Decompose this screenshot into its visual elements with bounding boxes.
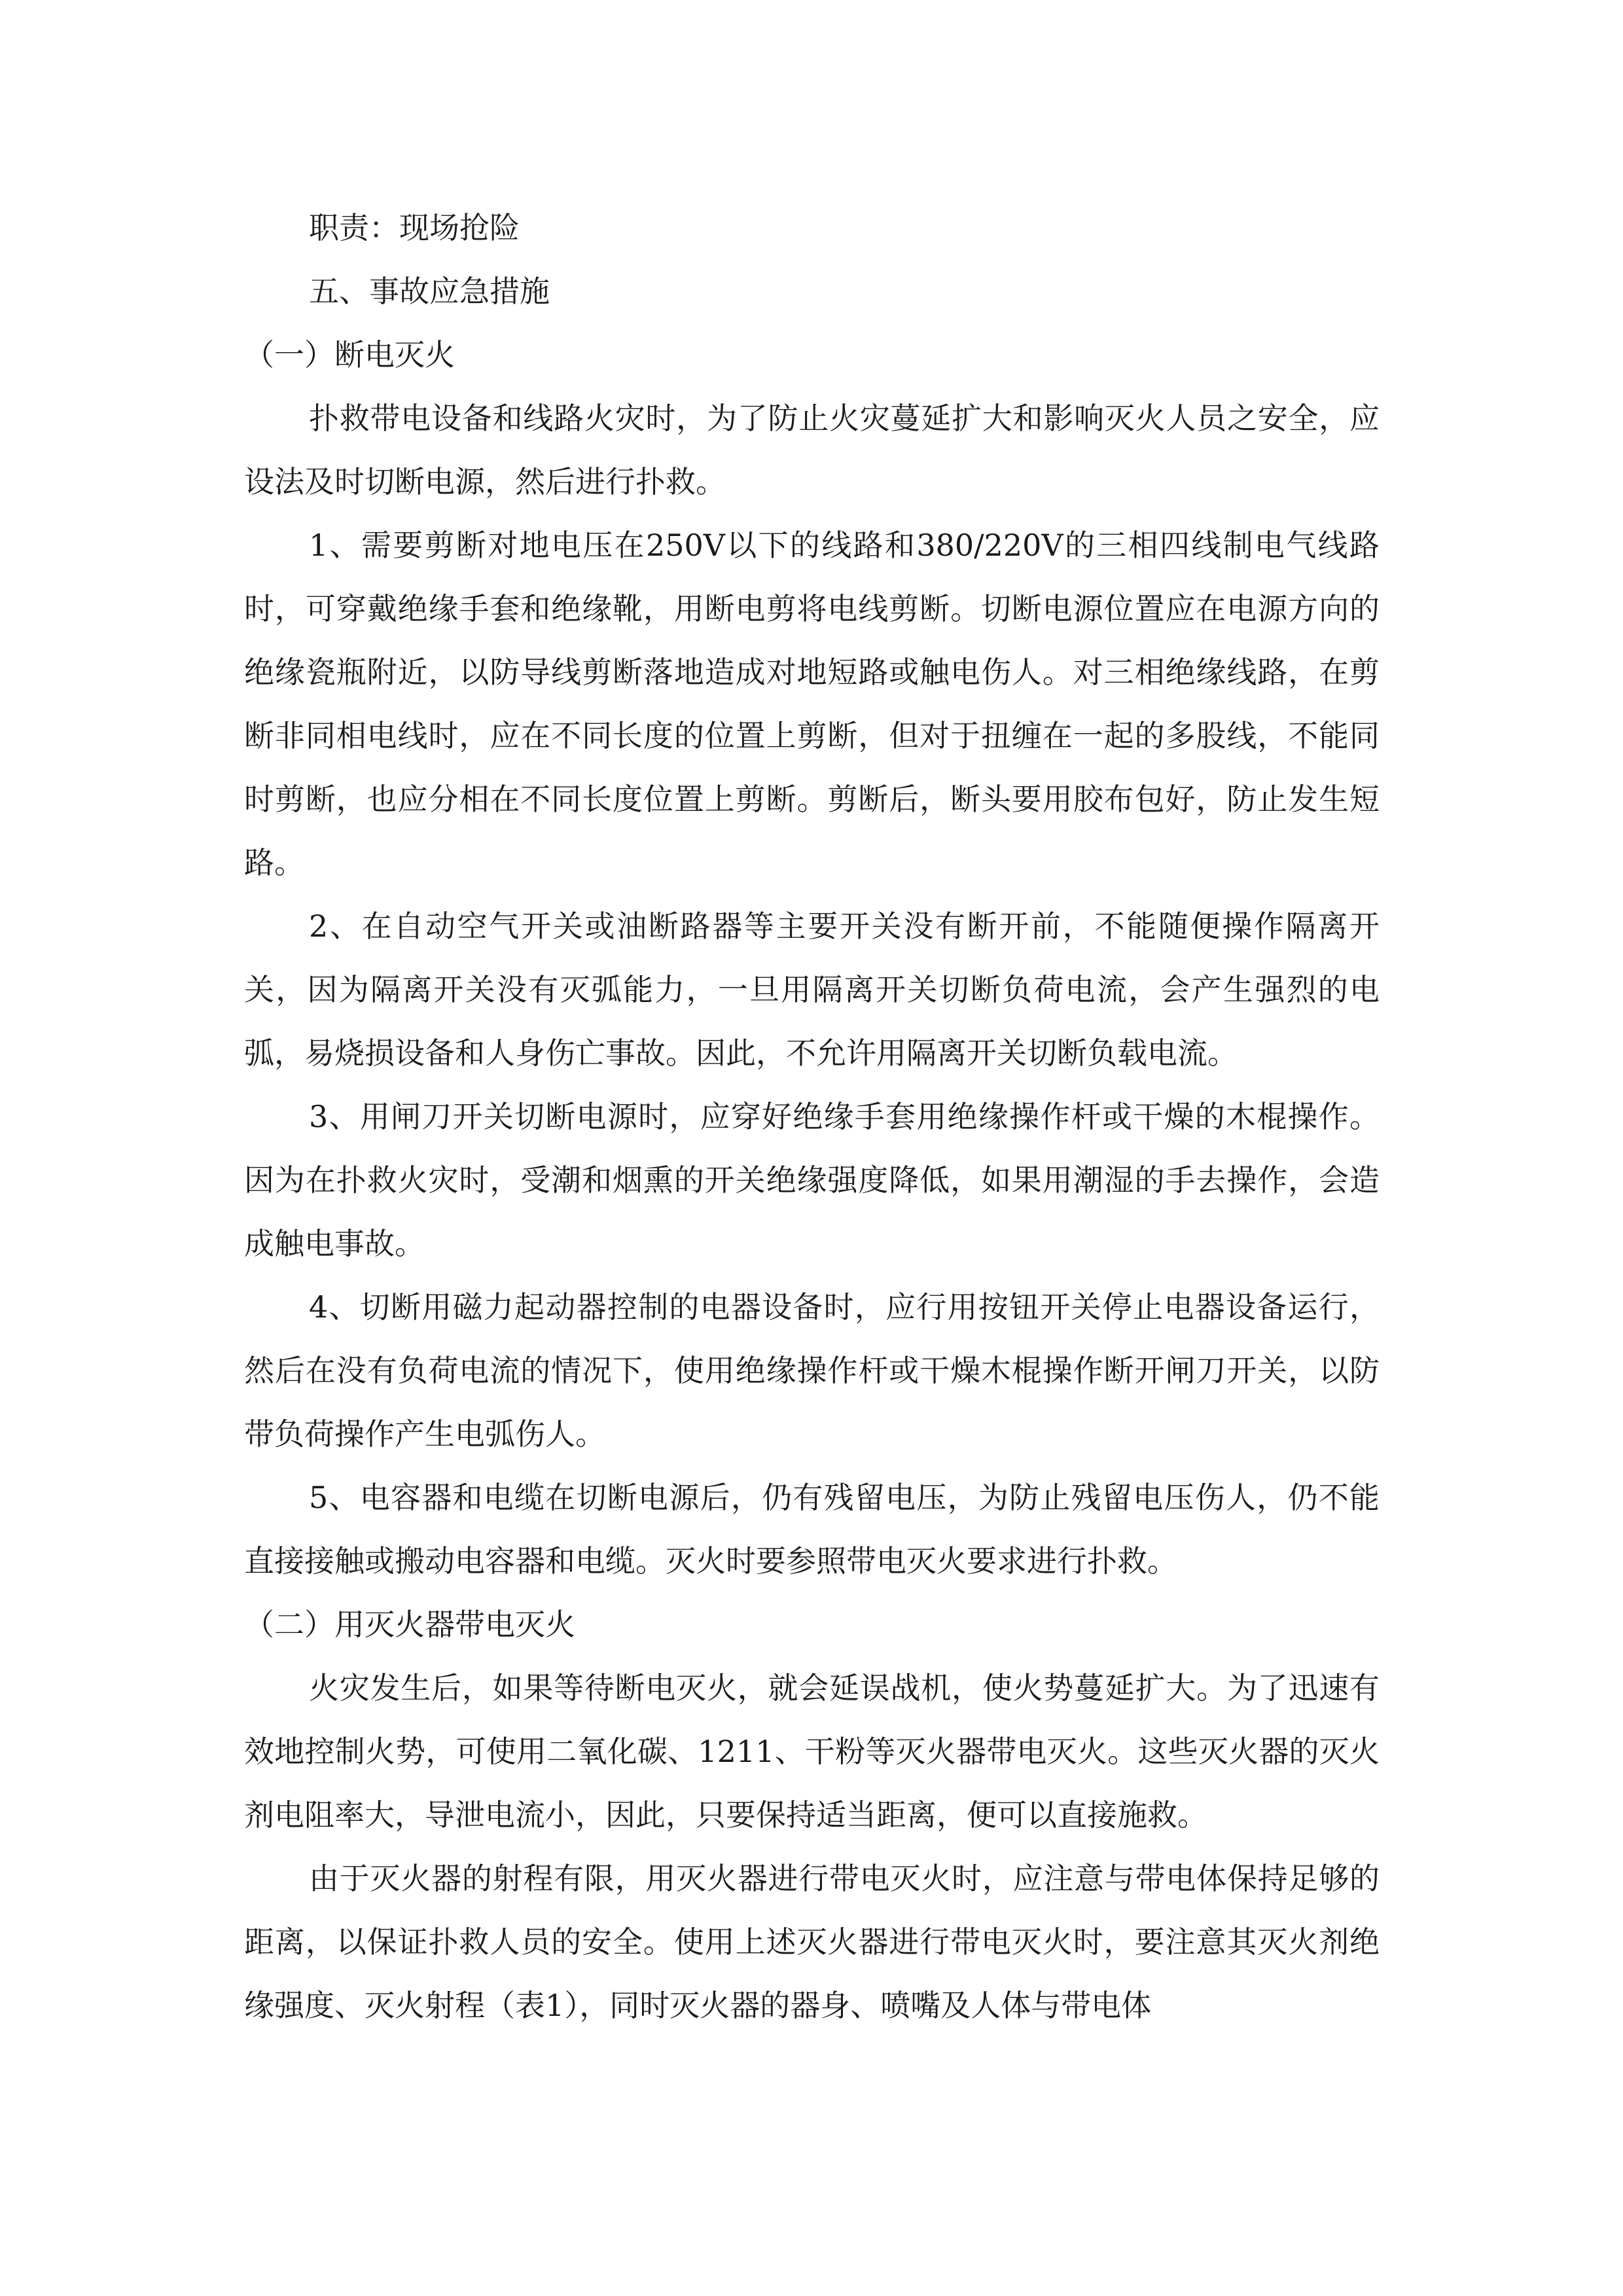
paragraph-item-4: 4、切断用磁力起动器控制的电器设备时，应行用按钮开关停止电器设备运行，然后在没有负荷电流的情况下，使用绝缘操作杆或干燥木棍操作断开闸刀开关，以防带负荷操作产生电弧伤人。 [244, 1289, 1380, 1452]
subsection-heading-power-off: （一）断电灭火 [244, 337, 455, 372]
paragraph-item-5: 5、电容器和电缆在切断电源后，仍有残留电压，为防止残留电压伤人，仍不能直接接触或搬动电容器和电缆。灭火时要参照带电灭火要求进行扑救。 [244, 1480, 1380, 1579]
paragraph-item-3: 3、用闸刀开关切断电源时，应穿好绝缘手套用绝缘操作杆或干燥的木棍操作。因为在扑救火灾时，受潮和烟熏的开关绝缘强度降低，如果用潮湿的手去操作，会造成触电事故。 [244, 1099, 1380, 1261]
subsection-heading-extinguisher: （二）用灭火器带电灭火 [244, 1607, 575, 1642]
section-heading-emergency-measures: 五、事故应急措施 [309, 274, 550, 309]
paragraph-extinguisher-2: 由于灭火器的射程有限，用灭火器进行带电灭火时，应注意与带电体保持足够的距离，以保证扑救人员的安全。使用上述灭火器进行带电灭火时，要注意其灭火剂绝缘强度、灭火射程（表1），同时灭火器的器身、喷嘴及人体与带电体 [244, 1861, 1380, 2023]
paragraph-item-2: 2、在自动空气开关或油断路器等主要开关没有断开前，不能随便操作隔离开关，因为隔离开关没有灭弧能力，一旦用隔离开关切断负荷电流，会产生强烈的电弧，易烧损设备和人身伤亡事故。因此，不允许用隔离开关切断负载电流。 [244, 908, 1380, 1071]
responsibility-line: 职责：现场抢险 [309, 210, 520, 245]
paragraph-intro: 扑救带电设备和线路火灾时，为了防止火灾蔓延扩大和影响灭火人员之安全，应设法及时切断电源，然后进行扑救。 [244, 401, 1380, 499]
paragraph-item-1: 1、需要剪断对地电压在250V以下的线路和380/220V的三相四线制电气线路时，可穿戴绝缘手套和绝缘靴，用断电剪将电线剪断。切断电源位置应在电源方向的绝缘瓷瓶附近，以防导线剪断落地造成对地短路或触电伤人。对三相绝缘线路，在剪断非同相电线时，应在不同长度的位置上剪断，但对于扭缠在一起的多股线，不能同时剪断，也应分相在不同长度位置上剪断。剪断后，断头要用胶布包好，防止发生短路。 [244, 528, 1380, 880]
paragraph-extinguisher-1: 火灾发生后，如果等待断电灭火，就会延误战机，使火势蔓延扩大。为了迅速有效地控制火势，可使用二氧化碳、1211、干粉等灭火器带电灭火。这些灭火器的灭火剂电阻率大，导泄电流小，因此，只要保持适当距离，便可以直接施救。 [244, 1670, 1380, 1833]
document-body [244, 196, 1380, 2037]
